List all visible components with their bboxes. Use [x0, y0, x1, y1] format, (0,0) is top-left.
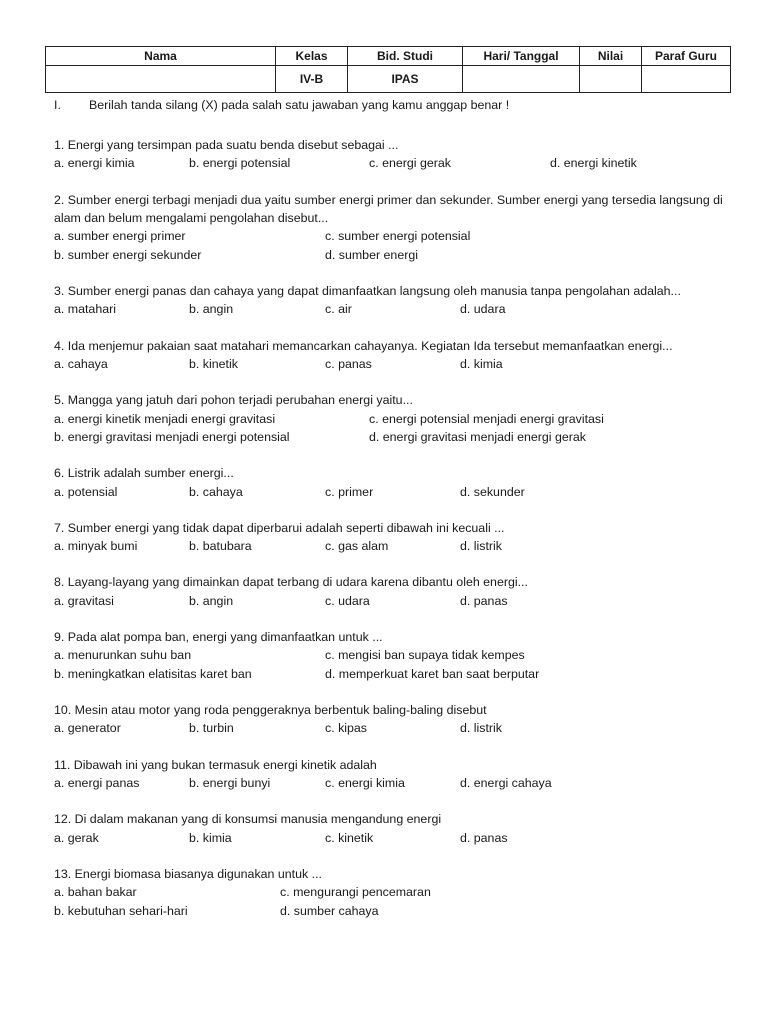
answer-option[interactable]: b. turbin	[189, 721, 234, 736]
answer-option[interactable]: a. energi panas	[54, 775, 140, 790]
answer-option[interactable]: c. air	[325, 302, 352, 317]
answer-option[interactable]: b. energi potensial	[189, 156, 291, 171]
col-hari-tanggal: Hari/ Tanggal	[463, 47, 580, 66]
col-nama: Nama	[46, 47, 276, 66]
answer-option[interactable]: c. energi kimia	[325, 775, 405, 790]
section-number: I.	[54, 98, 61, 112]
answer-option[interactable]: b. angin	[189, 593, 234, 608]
option-row	[54, 829, 744, 847]
option-row	[54, 592, 744, 610]
question-item	[54, 337, 744, 374]
question-item	[54, 464, 744, 501]
answer-option[interactable]: d. energi gravitasi menjadi energi gerak	[369, 429, 586, 444]
question-text: 12. Di dalam makanan yang di konsumsi manusia mengandung energi	[54, 812, 442, 827]
answer-option[interactable]: c. panas	[325, 356, 372, 371]
question-text: 11. Dibawah ini yang bukan termasuk energi kinetik adalah	[54, 757, 377, 772]
question-item	[54, 191, 744, 265]
answer-option[interactable]: b. meningkatkan elatisitas karet ban	[54, 666, 252, 681]
answer-option[interactable]: c. mengisi ban supaya tidak kempes	[325, 648, 525, 663]
answer-option[interactable]: d. udara	[460, 302, 506, 317]
question-item	[54, 573, 744, 610]
option-row	[54, 428, 744, 446]
question-text: 7. Sumber energi yang tidak dapat diperbarui adalah seperti dibawah ini kecuali ...	[54, 520, 505, 535]
question-text: 10. Mesin atau motor yang roda penggeraknya berbentuk baling-baling disebut	[54, 702, 487, 717]
student-info-table	[45, 46, 731, 93]
option-row	[54, 483, 744, 501]
answer-option[interactable]: b. kinetik	[189, 356, 238, 371]
question-item	[54, 810, 744, 847]
header-row	[46, 47, 731, 66]
nilai-value[interactable]	[580, 66, 642, 93]
answer-option[interactable]: d. memperkuat karet ban saat berputar	[325, 666, 540, 681]
nama-value[interactable]	[46, 66, 276, 93]
bid-studi-value: IPAS	[348, 66, 463, 93]
question-text: 2. Sumber energi terbagi menjadi dua yaitu sumber energi primer dan sekunder. Sumber energi yang tersedia langsung di alam dan belum mengalami pengolahan disebut...	[54, 192, 723, 225]
question-text: 4. Ida menjemur pakaian saat matahari memancarkan cahayanya. Kegiatan Ida tersebut memanfaatkan energi...	[54, 338, 673, 353]
question-text: 8. Layang-layang yang dimainkan dapat terbang di udara karena dibantu oleh energi...	[54, 575, 528, 590]
question-text: 1. Energi yang tersimpan pada suatu benda disebut sebagai ...	[54, 138, 399, 152]
kelas-value: IV-B	[276, 66, 348, 93]
answer-option[interactable]: a. energi kinetik menjadi energi gravitasi	[54, 411, 276, 426]
option-row	[54, 355, 744, 373]
answer-option[interactable]: a. matahari	[54, 302, 116, 317]
answer-option[interactable]: b. batubara	[189, 539, 252, 554]
question-item	[54, 519, 744, 556]
option-row	[54, 410, 744, 428]
answer-option[interactable]: c. energi potensial menjadi energi gravitasi	[369, 411, 604, 426]
answer-option[interactable]: a. gravitasi	[54, 593, 114, 608]
answer-option[interactable]: d. sumber energi	[325, 247, 418, 262]
answer-option[interactable]: b. energi bunyi	[189, 775, 271, 790]
answer-option[interactable]: d. listrik	[460, 721, 502, 736]
answer-option[interactable]: b. energi gravitasi menjadi energi potensial	[54, 429, 290, 444]
question-text: 5. Mangga yang jatuh dari pohon terjadi perubahan energi yaitu...	[54, 393, 413, 408]
question-list	[54, 136, 744, 938]
instruction	[54, 98, 509, 112]
option-row	[54, 665, 744, 683]
col-kelas: Kelas	[276, 47, 348, 66]
option-row	[54, 719, 744, 737]
hari-tanggal-value[interactable]	[463, 66, 580, 93]
answer-option[interactable]: c. gas alam	[325, 539, 389, 554]
option-row	[54, 246, 744, 264]
answer-option[interactable]: b. sumber energi sekunder	[54, 247, 202, 262]
answer-option[interactable]: c. udara	[325, 593, 370, 608]
answer-option[interactable]: d. kimia	[460, 356, 503, 371]
answer-option[interactable]: c. mengurangi pencemaran	[280, 885, 431, 900]
question-item	[54, 701, 744, 738]
answer-option[interactable]: a. potensial	[54, 484, 118, 499]
option-row	[54, 154, 744, 172]
option-row	[54, 902, 744, 920]
question-item	[54, 282, 744, 319]
answer-option[interactable]: a. menurunkan suhu ban	[54, 648, 192, 663]
answer-option[interactable]: c. sumber energi potensial	[325, 229, 471, 244]
question-item	[54, 391, 744, 446]
option-row	[54, 537, 744, 555]
question-item	[54, 865, 744, 920]
option-row	[54, 227, 744, 245]
col-nilai: Nilai	[580, 47, 642, 66]
answer-option[interactable]: b. cahaya	[189, 484, 243, 499]
answer-option[interactable]: d. panas	[460, 593, 508, 608]
answer-option[interactable]: a. minyak bumi	[54, 539, 138, 554]
answer-option[interactable]: b. angin	[189, 302, 234, 317]
answer-option[interactable]: a. gerak	[54, 830, 99, 845]
answer-option[interactable]: c. kinetik	[325, 830, 374, 845]
question-text: 13. Energi biomasa biasanya digunakan untuk ...	[54, 866, 322, 881]
answer-option[interactable]: a. sumber energi primer	[54, 229, 186, 244]
option-row	[54, 883, 744, 901]
answer-option[interactable]: c. kipas	[325, 721, 368, 736]
answer-option[interactable]: a. bahan bakar	[54, 885, 137, 900]
value-row	[46, 66, 731, 93]
answer-option[interactable]: a. cahaya	[54, 356, 108, 371]
answer-option[interactable]: d. listrik	[460, 539, 502, 554]
answer-option[interactable]: d. panas	[460, 830, 508, 845]
question-text: 3. Sumber energi panas dan cahaya yang dapat dimanfaatkan langsung oleh manusia tanpa pengolahan adalah...	[54, 283, 681, 298]
question-item	[54, 628, 744, 683]
option-row	[54, 646, 744, 664]
answer-option[interactable]: d. energi cahaya	[460, 775, 552, 790]
paraf-guru-value[interactable]	[642, 66, 731, 93]
answer-option[interactable]: b. kimia	[189, 830, 232, 845]
option-row	[54, 774, 744, 792]
answer-option[interactable]: d. sumber cahaya	[280, 903, 379, 918]
answer-option[interactable]: a. generator	[54, 721, 121, 736]
option-row	[54, 300, 744, 318]
question-text: 6. Listrik adalah sumber energi...	[54, 466, 234, 481]
question-item	[54, 756, 744, 793]
question-text: 9. Pada alat pompa ban, energi yang dimanfaatkan untuk ...	[54, 629, 383, 644]
answer-option[interactable]: c. primer	[325, 484, 374, 499]
answer-option[interactable]: a. energi kimia	[54, 156, 135, 171]
answer-option[interactable]: c. energi gerak	[369, 156, 451, 171]
answer-option[interactable]: d. sekunder	[460, 484, 525, 499]
col-bid-studi: Bid. Studi	[348, 47, 463, 66]
instruction-text: Berilah tanda silang (X) pada salah satu jawaban yang kamu anggap benar !	[89, 98, 510, 112]
answer-option[interactable]: d. energi kinetik	[550, 156, 637, 171]
col-paraf-guru: Paraf Guru	[642, 47, 731, 66]
answer-option[interactable]: b. kebutuhan sehari-hari	[54, 903, 188, 918]
question-item	[54, 136, 744, 173]
